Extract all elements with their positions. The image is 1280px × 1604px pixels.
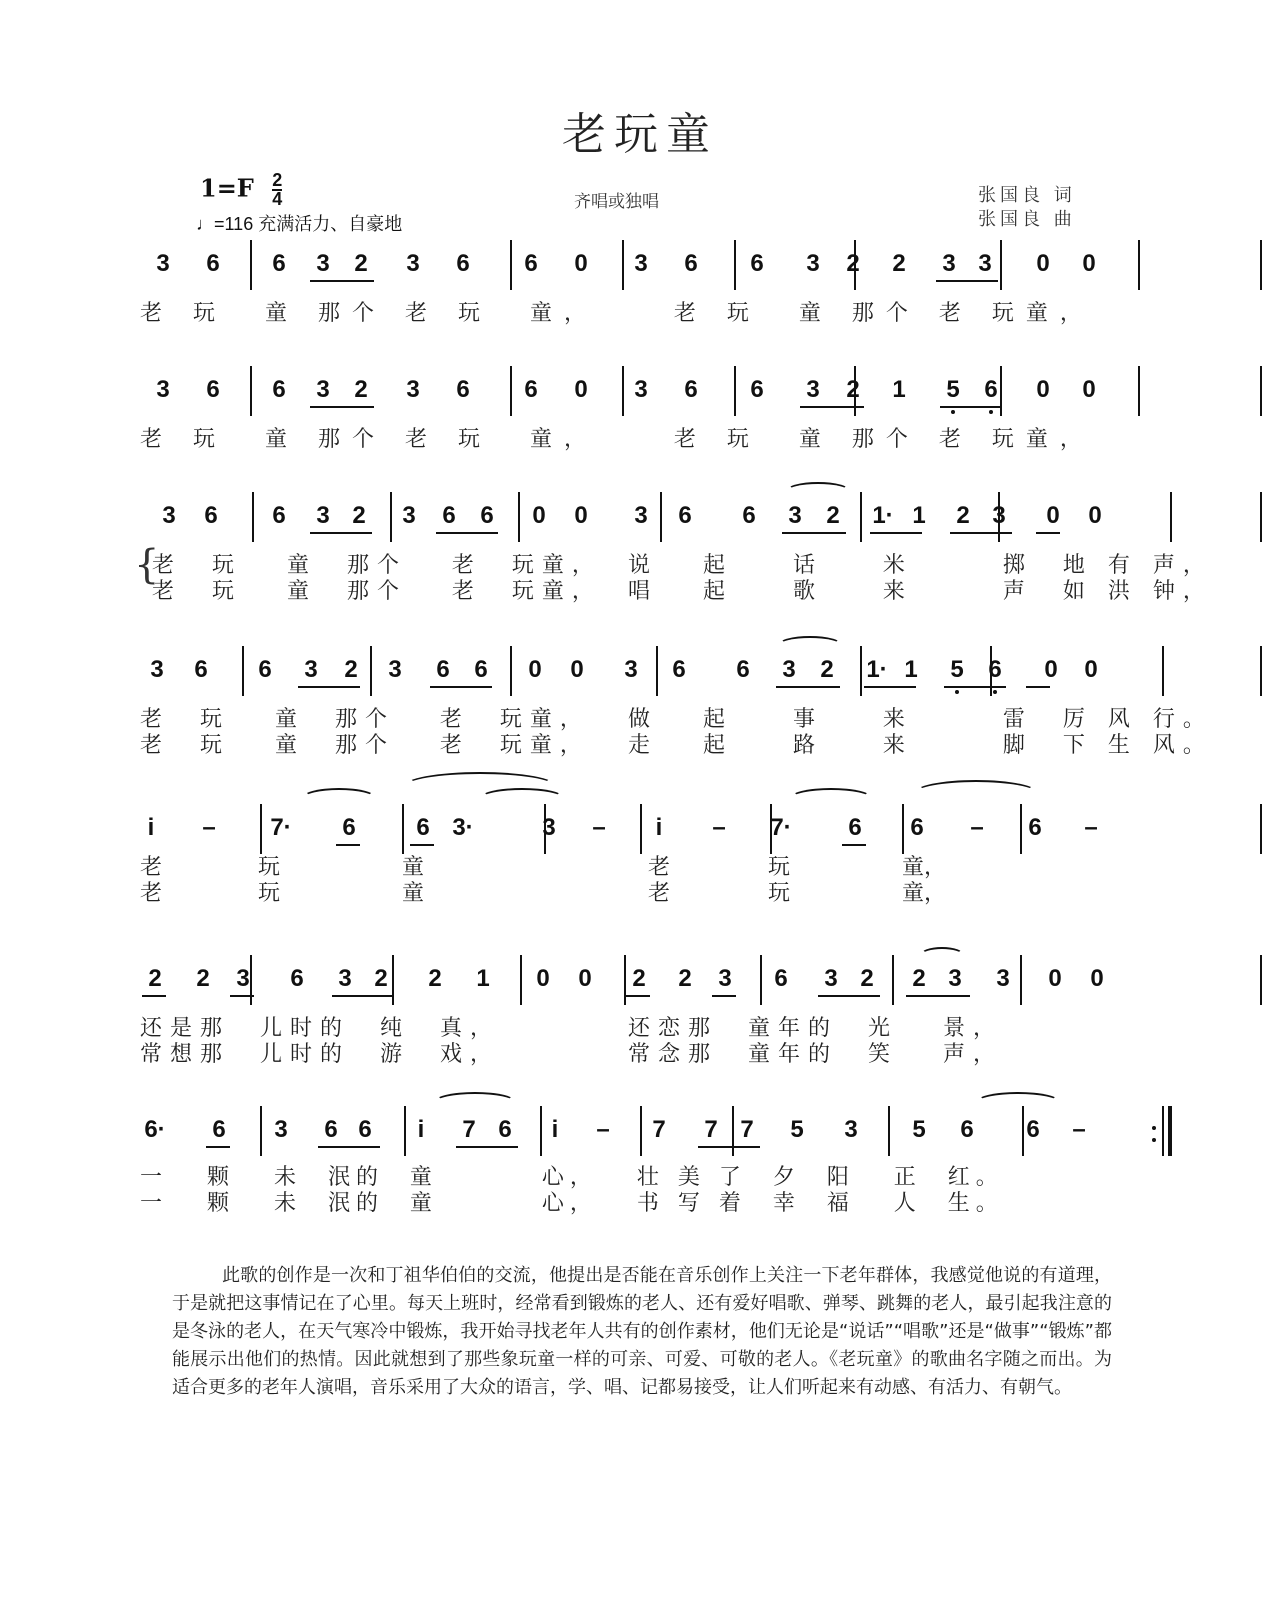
note: 6	[272, 376, 286, 403]
barline	[732, 1106, 734, 1156]
note: 6	[212, 1116, 226, 1143]
score-line-1	[140, 240, 1130, 360]
beam-underline	[842, 844, 866, 846]
barline	[734, 240, 736, 290]
beam-underline	[712, 995, 736, 997]
note: 6	[1028, 814, 1042, 841]
note: 6	[480, 502, 494, 529]
lyric-syllable: 老	[648, 855, 671, 880]
note: 5	[946, 376, 960, 403]
note: 6	[474, 656, 488, 683]
note: 2	[912, 965, 926, 992]
beam-underline	[310, 280, 374, 282]
note: i	[551, 1116, 559, 1143]
note: 3	[844, 1116, 858, 1143]
note: 3	[316, 250, 330, 277]
note: 6	[750, 376, 764, 403]
note: 2	[196, 965, 210, 992]
note: 6	[498, 1116, 512, 1143]
lyric-syllable: 老	[648, 881, 671, 906]
note: 0	[1044, 656, 1058, 683]
barline	[1138, 240, 1140, 290]
lyrics-verse-2: 老 玩 童 那个 老 玩童，	[152, 579, 602, 604]
beam-underline	[950, 532, 1012, 534]
note: 0	[1082, 250, 1096, 277]
note: 7	[652, 1116, 666, 1143]
note: –	[592, 814, 606, 841]
barline	[1260, 366, 1262, 416]
notation-staff	[140, 646, 1130, 698]
barline	[1020, 804, 1022, 854]
commentary: 此歌的创作是一次和丁祖华伯伯的交流，他提出是否能在音乐创作上关注一下老年群体，我感觉他说的有道理，于是就把这事情记在了心里。每天上班时，经常看到锻炼的老人、还有爱好唱歌、弹琴、跳舞的老人，最引起我注意的是冬泳的老人，在天气寒冷中锻炼，我开始寻找老年人共有的创作素材，他们无论是“说话”“唱歌”还是“做事”“锻炼”都能展示出他们的热情。因此就想到了那些象玩童一样的可亲、可爱、可敬的老人。《老玩童》的歌曲名字随之而出。为适合更多的老年人演唱，音乐采用了大众的语言，学、唱、记都易接受，让人们听起来有动感、有活力、有朝气。	[172, 1265, 1112, 1398]
lyrics-verse-1b: 做 起 事 来 雷 厉 风 行。	[628, 707, 1213, 732]
note: 3	[634, 250, 648, 277]
lyric-syllable: 玩	[768, 855, 791, 880]
note: 6	[194, 656, 208, 683]
note: 6	[678, 502, 692, 529]
lyric-syllable: 玩	[258, 855, 281, 880]
note: 3	[316, 502, 330, 529]
barline	[1020, 955, 1022, 1005]
note: 3·	[452, 814, 474, 841]
barline	[660, 492, 662, 542]
barline	[760, 955, 762, 1005]
barline	[640, 1106, 642, 1156]
note: 6	[456, 250, 470, 277]
note: 2	[428, 965, 442, 992]
note: 6	[206, 250, 220, 277]
note: 0	[1046, 502, 1060, 529]
score-line-3	[134, 492, 1213, 612]
barline	[402, 804, 404, 854]
score-line-7	[140, 1106, 1130, 1226]
note: 2	[860, 965, 874, 992]
note: 2	[374, 965, 388, 992]
barline	[510, 646, 512, 696]
note: 6	[342, 814, 356, 841]
note: 6	[960, 1116, 974, 1143]
lyrics-verse-2b: 唱 起 歌 来 声 如 洪 钟，	[628, 579, 1213, 604]
note: 6	[750, 250, 764, 277]
barline	[1260, 646, 1262, 696]
note: 7	[462, 1116, 476, 1143]
barline	[902, 804, 904, 854]
beam-underline	[410, 844, 434, 846]
key-label: 1=F	[200, 173, 254, 203]
notation-staff	[140, 240, 1130, 292]
note: 3	[634, 376, 648, 403]
note: 3	[992, 502, 1006, 529]
note: 2	[826, 502, 840, 529]
performance-mode: 齐唱或独唱	[574, 192, 659, 212]
note: 2	[352, 502, 366, 529]
score-line-6	[140, 955, 1130, 1075]
note: 2	[956, 502, 970, 529]
note: 6	[524, 250, 538, 277]
beam-underline	[430, 686, 492, 688]
note: 0	[578, 965, 592, 992]
lyrics-verse-1: 老 玩 童 那个 老 玩童，	[152, 553, 602, 578]
lyrics-verse-2: 常想那 儿时的 游 戏，	[140, 1042, 500, 1067]
note: 3	[316, 376, 330, 403]
slur-arc	[976, 1092, 1060, 1112]
note: –	[712, 814, 726, 841]
lyrics-line: 老 玩 童 那个 老 玩 童， 老 玩 童 那个 老 玩童，	[140, 427, 1094, 452]
note: 3	[806, 376, 820, 403]
lyrics-verse-2b: 走 起 路 来 脚 下 生 风。	[628, 733, 1213, 758]
beam-underline	[782, 532, 846, 534]
barline	[1260, 240, 1262, 290]
note: 0	[574, 502, 588, 529]
note: 3	[388, 656, 402, 683]
barline	[656, 646, 658, 696]
note: 6	[774, 965, 788, 992]
beam-underline	[318, 1146, 380, 1148]
note: 6	[416, 814, 430, 841]
beam-underline	[698, 1146, 760, 1148]
note: 7	[740, 1116, 754, 1143]
barline	[892, 955, 894, 1005]
lyrics-verse-2b: 常念那 童年的 笑 声，	[628, 1042, 1003, 1067]
score-line-2	[140, 366, 1130, 486]
barline	[1260, 804, 1262, 854]
barline	[250, 366, 252, 416]
notation-staff	[140, 1106, 1130, 1158]
beam-underline	[776, 686, 840, 688]
barline	[1162, 646, 1164, 696]
low-octave-dot	[993, 690, 997, 694]
note: 5	[912, 1116, 926, 1143]
note: 3	[304, 656, 318, 683]
note: 3	[150, 656, 164, 683]
note: 0	[1090, 965, 1104, 992]
note: 2	[678, 965, 692, 992]
lyric-syllable: 玩	[768, 881, 791, 906]
barline	[510, 366, 512, 416]
lyrics-verse-2: 老 玩 童 那个 老 玩童，	[140, 733, 590, 758]
lyric-syllable: 童，	[902, 855, 947, 880]
note: 5	[790, 1116, 804, 1143]
lyric-syllable: 老	[140, 855, 163, 880]
beam-underline	[818, 995, 880, 997]
note: 2	[632, 965, 646, 992]
lyric-syllable: 童	[402, 855, 425, 880]
note: 3	[782, 656, 796, 683]
note: 0	[570, 656, 584, 683]
note: 6	[442, 502, 456, 529]
lyric-syllable: 玩	[258, 881, 281, 906]
lyrics-verse-1b: 还恋那 童年的 光 景，	[628, 1016, 1003, 1041]
barline	[860, 492, 862, 542]
lyric-syllable: 童	[402, 881, 425, 906]
notation-staff	[140, 804, 1130, 856]
slur-arc	[790, 788, 872, 808]
barline	[370, 646, 372, 696]
lyricist: 张国良 词	[978, 185, 1076, 206]
barline	[510, 240, 512, 290]
slur-arc	[920, 947, 964, 963]
barline	[260, 1106, 262, 1156]
beam-underline	[936, 280, 998, 282]
note: 3	[978, 250, 992, 277]
barline	[1162, 1106, 1164, 1156]
note: 2	[354, 250, 368, 277]
note: 6	[684, 250, 698, 277]
note: 1	[476, 965, 490, 992]
note: 0	[1036, 250, 1050, 277]
beam-underline	[906, 995, 970, 997]
barline	[888, 1106, 890, 1156]
barline	[520, 955, 522, 1005]
note: 6	[736, 656, 750, 683]
note: 1·	[866, 656, 888, 683]
note: 2	[354, 376, 368, 403]
note: 6	[290, 965, 304, 992]
note: 1·	[872, 502, 894, 529]
note: 2	[820, 656, 834, 683]
note: 3	[788, 502, 802, 529]
note: 6·	[144, 1116, 166, 1143]
slur-arc	[914, 780, 1038, 806]
score-line-4	[140, 646, 1213, 766]
note: 2	[846, 376, 860, 403]
note: 6	[1026, 1116, 1040, 1143]
barline	[242, 646, 244, 696]
beam-underline	[298, 686, 360, 688]
note: 6	[524, 376, 538, 403]
barline	[1260, 492, 1262, 542]
note: 2	[846, 250, 860, 277]
note: 6	[684, 376, 698, 403]
beam-underline	[142, 995, 166, 997]
note: 6	[742, 502, 756, 529]
note: 3	[406, 250, 420, 277]
slur-arc	[786, 482, 850, 500]
note: 6	[848, 814, 862, 841]
note: –	[1084, 814, 1098, 841]
note: 0	[1048, 965, 1062, 992]
beam-underline	[944, 686, 1006, 688]
note: 6	[324, 1116, 338, 1143]
lyrics-verse-1: 老 玩 童 那个 老 玩童，	[140, 707, 590, 732]
barline	[540, 1106, 542, 1156]
slur-arc	[302, 788, 376, 808]
beam-underline	[1036, 532, 1060, 534]
beam-underline	[1026, 686, 1050, 688]
note: 3	[718, 965, 732, 992]
beam-underline	[206, 1146, 230, 1148]
note: 3	[156, 250, 170, 277]
note: 1	[892, 376, 906, 403]
note: 3	[338, 965, 352, 992]
final-barline	[1168, 1106, 1172, 1156]
barline	[390, 492, 392, 542]
note: –	[202, 814, 216, 841]
note: –	[970, 814, 984, 841]
note: 3	[634, 502, 648, 529]
beam-underline	[864, 686, 916, 688]
note: 6	[456, 376, 470, 403]
note: 3	[942, 250, 956, 277]
note: 0	[528, 656, 542, 683]
barline	[622, 366, 624, 416]
notation-staff	[140, 955, 1130, 1007]
note: i	[655, 814, 663, 841]
lyrics-verse-2: 一 颗 未 泯的 童 心， 书 写 着 幸 福 人 生。	[140, 1191, 1004, 1216]
beam-underline	[230, 995, 254, 997]
note: 7	[704, 1116, 718, 1143]
composer: 张国良 曲	[978, 209, 1076, 230]
note: 3	[824, 965, 838, 992]
barline	[1000, 240, 1002, 290]
note: 7·	[770, 814, 792, 841]
note: 6	[988, 656, 1002, 683]
barline	[860, 646, 862, 696]
slur-arc	[434, 1092, 516, 1112]
verse-brace: {	[134, 542, 160, 588]
note: 6	[910, 814, 924, 841]
beam-underline	[310, 532, 372, 534]
barline	[622, 240, 624, 290]
beam-underline	[310, 406, 374, 408]
lyrics-verse-1: 一 颗 未 泯的 童 心， 壮 美 了 夕 阳 正 红。	[140, 1165, 1004, 1190]
barline	[260, 804, 262, 854]
lyric-syllable: 童，	[902, 881, 947, 906]
note: 5	[950, 656, 964, 683]
barline	[1138, 366, 1140, 416]
barline	[518, 492, 520, 542]
lyric-syllable: 老	[140, 881, 163, 906]
note: 0	[574, 250, 588, 277]
note: 0	[1036, 376, 1050, 403]
beam-underline	[336, 844, 360, 846]
key-signature	[200, 172, 282, 208]
note: 3	[806, 250, 820, 277]
notation-staff	[140, 492, 1130, 544]
note: 6	[206, 376, 220, 403]
note: 6	[272, 250, 286, 277]
beam-underline	[332, 995, 394, 997]
note: 3	[402, 502, 416, 529]
note: 2	[344, 656, 358, 683]
note: 0	[532, 502, 546, 529]
note: –	[1072, 1116, 1086, 1143]
lyrics-line: 老 玩 童 那个 老 玩 童， 老 玩 童 那个 老 玩童，	[140, 301, 1094, 326]
note: 0	[536, 965, 550, 992]
note: 6	[258, 656, 272, 683]
note: 3	[162, 502, 176, 529]
barline	[404, 1106, 406, 1156]
beam-underline	[870, 532, 922, 534]
note: 6	[272, 502, 286, 529]
low-octave-dot	[951, 410, 955, 414]
note: –	[596, 1116, 610, 1143]
note: 1	[912, 502, 926, 529]
repeat-dot	[1152, 1138, 1156, 1142]
note: 3	[236, 965, 250, 992]
repeat-dot	[1152, 1126, 1156, 1130]
note: i	[147, 814, 155, 841]
barline	[624, 955, 626, 1005]
beam-underline	[800, 406, 864, 408]
note: 2	[148, 965, 162, 992]
note: 7·	[270, 814, 292, 841]
score-line-5	[140, 804, 1130, 924]
barline	[1260, 955, 1262, 1005]
credits	[978, 184, 1076, 232]
beam-underline	[436, 532, 498, 534]
note: 3	[542, 814, 556, 841]
note: 3	[996, 965, 1010, 992]
note: 6	[358, 1116, 372, 1143]
barline	[392, 955, 394, 1005]
note: i	[417, 1116, 425, 1143]
barline	[252, 492, 254, 542]
notation-staff	[140, 366, 1130, 418]
barline	[640, 804, 642, 854]
note: 3	[948, 965, 962, 992]
beam-underline	[940, 406, 1002, 408]
note: 0	[574, 376, 588, 403]
note: 3	[406, 376, 420, 403]
note: 3	[156, 376, 170, 403]
note: 6	[984, 376, 998, 403]
note: 1	[904, 656, 918, 683]
low-octave-dot	[955, 690, 959, 694]
lyrics-verse-1: 还是那 儿时的 纯 真，	[140, 1016, 500, 1041]
note: 0	[1088, 502, 1102, 529]
time-signature: $\frac{2}{4}$	[272, 170, 283, 209]
note: 0	[1084, 656, 1098, 683]
note: 6	[672, 656, 686, 683]
barline	[734, 366, 736, 416]
slur-arc	[778, 636, 842, 654]
song-title: 老玩童	[562, 109, 718, 160]
note: 3	[274, 1116, 288, 1143]
barline	[250, 240, 252, 290]
note: 0	[1082, 376, 1096, 403]
note: 6	[204, 502, 218, 529]
beam-underline	[626, 995, 650, 997]
note: 3	[624, 656, 638, 683]
barline	[1170, 492, 1172, 542]
beam-underline	[456, 1146, 518, 1148]
low-octave-dot	[989, 410, 993, 414]
slur-arc	[404, 772, 556, 800]
note: 2	[892, 250, 906, 277]
tempo-marking: ♩=116 充满活力、自豪地	[196, 214, 403, 234]
lyrics-verse-1b: 说 起 话 米 掷 地 有 声，	[628, 553, 1213, 578]
note: 6	[436, 656, 450, 683]
